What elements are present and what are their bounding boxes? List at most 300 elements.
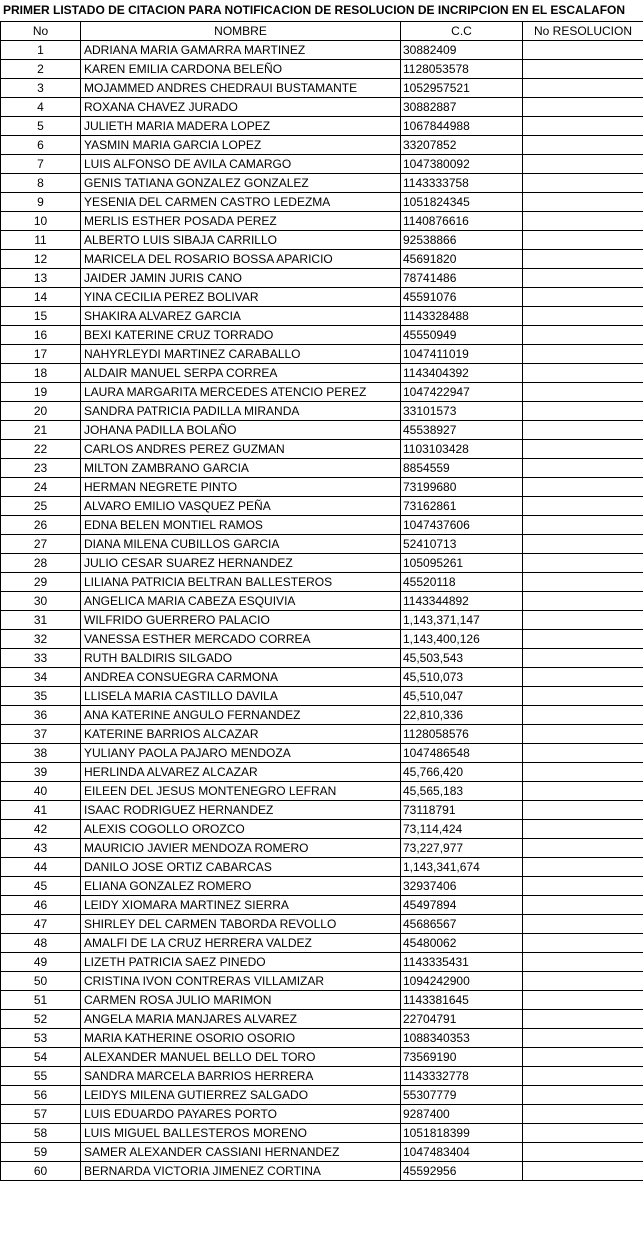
table-row (1, 725, 643, 744)
cell-resolucion[interactable] (523, 1162, 643, 1181)
cell-resolucion[interactable] (523, 687, 643, 706)
cell-cc[interactable]: 32937406 (401, 877, 523, 896)
cell-cc[interactable]: 1,143,371,147 (401, 611, 523, 630)
cell-no[interactable]: 45 (1, 877, 81, 896)
cell-cc[interactable]: 73,114,424 (401, 820, 523, 839)
cell-resolucion[interactable] (523, 326, 643, 345)
cell-nombre[interactable]: KAREN EMILIA CARDONA BELEÑO (81, 60, 401, 79)
cell-cc[interactable]: 22,810,336 (401, 706, 523, 725)
cell-no[interactable]: 59 (1, 1143, 81, 1162)
cell-cc[interactable]: 33101573 (401, 402, 523, 421)
cell-no[interactable]: 30 (1, 592, 81, 611)
header-no[interactable]: No (1, 22, 81, 41)
cell-resolucion[interactable] (523, 554, 643, 573)
cell-cc[interactable]: 9287400 (401, 1105, 523, 1124)
cell-nombre[interactable]: MOJAMMED ANDRES CHEDRAUI BUSTAMANTE (81, 79, 401, 98)
cell-no[interactable]: 48 (1, 934, 81, 953)
table-row (1, 212, 643, 231)
cell-nombre[interactable]: ALEXIS COGOLLO OROZCO (81, 820, 401, 839)
cell-resolucion[interactable] (523, 41, 643, 60)
cell-resolucion[interactable] (523, 1124, 643, 1143)
table-row (1, 877, 643, 896)
table-row (1, 1067, 643, 1086)
cell-cc[interactable]: 1047422947 (401, 383, 523, 402)
cell-resolucion[interactable] (523, 649, 643, 668)
cell-no[interactable]: 43 (1, 839, 81, 858)
cell-nombre[interactable]: LUIS MIGUEL BALLESTEROS MORENO (81, 1124, 401, 1143)
cell-nombre[interactable]: ANGELA MARIA MANJARES ALVAREZ (81, 1010, 401, 1029)
table-row (1, 763, 643, 782)
cell-resolucion[interactable] (523, 174, 643, 193)
cell-nombre[interactable]: BERNARDA VICTORIA JIMENEZ CORTINA (81, 1162, 401, 1181)
cell-nombre[interactable]: MERLIS ESTHER POSADA PEREZ (81, 212, 401, 231)
cell-cc[interactable]: 73162861 (401, 497, 523, 516)
table-row (1, 953, 643, 972)
cell-no[interactable]: 15 (1, 307, 81, 326)
cell-resolucion[interactable] (523, 820, 643, 839)
cell-cc[interactable]: 45497894 (401, 896, 523, 915)
cell-nombre[interactable]: MILTON ZAMBRANO GARCIA (81, 459, 401, 478)
cell-resolucion[interactable] (523, 915, 643, 934)
cell-no[interactable]: 31 (1, 611, 81, 630)
cell-no[interactable]: 4 (1, 98, 81, 117)
cell-cc[interactable]: 1067844988 (401, 117, 523, 136)
table-row (1, 364, 643, 383)
table-row (1, 554, 643, 573)
cell-nombre[interactable]: SAMER ALEXANDER CASSIANI HERNANDEZ (81, 1143, 401, 1162)
cell-resolucion[interactable] (523, 98, 643, 117)
cell-no[interactable]: 18 (1, 364, 81, 383)
cell-cc[interactable]: 30882409 (401, 41, 523, 60)
cell-resolucion[interactable] (523, 307, 643, 326)
cell-nombre[interactable]: CRISTINA IVON CONTRERAS VILLAMIZAR (81, 972, 401, 991)
cell-no[interactable]: 42 (1, 820, 81, 839)
table-row (1, 611, 643, 630)
cell-resolucion[interactable] (523, 1010, 643, 1029)
cell-nombre[interactable]: HERMAN NEGRETE PINTO (81, 478, 401, 497)
table-row (1, 402, 643, 421)
cell-resolucion[interactable] (523, 383, 643, 402)
table-row (1, 136, 643, 155)
cell-nombre[interactable]: AMALFI DE LA CRUZ HERRERA VALDEZ (81, 934, 401, 953)
cell-no[interactable]: 28 (1, 554, 81, 573)
cell-cc[interactable]: 1128058576 (401, 725, 523, 744)
cell-nombre[interactable]: EILEEN DEL JESUS MONTENEGRO LEFRAN (81, 782, 401, 801)
table-row (1, 155, 643, 174)
cell-nombre[interactable]: EDNA BELEN MONTIEL RAMOS (81, 516, 401, 535)
cell-cc[interactable]: 1,143,400,126 (401, 630, 523, 649)
cell-no[interactable]: 40 (1, 782, 81, 801)
cell-resolucion[interactable] (523, 858, 643, 877)
cell-resolucion[interactable] (523, 364, 643, 383)
cell-nombre[interactable]: KATERINE BARRIOS ALCAZAR (81, 725, 401, 744)
cell-resolucion[interactable] (523, 136, 643, 155)
table-row (1, 1105, 643, 1124)
cell-cc[interactable]: 1052957521 (401, 79, 523, 98)
cell-resolucion[interactable] (523, 801, 643, 820)
cell-no[interactable]: 46 (1, 896, 81, 915)
cell-cc[interactable]: 1143335431 (401, 953, 523, 972)
cell-nombre[interactable]: WILFRIDO GUERRERO PALACIO (81, 611, 401, 630)
cell-nombre[interactable]: BEXI KATERINE CRUZ TORRADO (81, 326, 401, 345)
cell-no[interactable]: 21 (1, 421, 81, 440)
cell-cc[interactable]: 92538866 (401, 231, 523, 250)
cell-no[interactable]: 38 (1, 744, 81, 763)
table-row (1, 1086, 643, 1105)
table-row (1, 79, 643, 98)
cell-nombre[interactable]: JOHANA PADILLA BOLAÑO (81, 421, 401, 440)
cell-nombre[interactable]: VANESSA ESTHER MERCADO CORREA (81, 630, 401, 649)
cell-cc[interactable]: 52410713 (401, 535, 523, 554)
cell-resolucion[interactable] (523, 1029, 643, 1048)
cell-cc[interactable]: 45550949 (401, 326, 523, 345)
cell-nombre[interactable]: ANDREA CONSUEGRA CARMONA (81, 668, 401, 687)
cell-no[interactable]: 50 (1, 972, 81, 991)
cell-resolucion[interactable] (523, 630, 643, 649)
cell-nombre[interactable]: NAHYRLEYDI MARTINEZ CARABALLO (81, 345, 401, 364)
cell-resolucion[interactable] (523, 1067, 643, 1086)
table-row (1, 858, 643, 877)
cell-cc[interactable]: 1140876616 (401, 212, 523, 231)
cell-resolucion[interactable] (523, 402, 643, 421)
table-row (1, 801, 643, 820)
cell-nombre[interactable]: LUIS EDUARDO PAYARES PORTO (81, 1105, 401, 1124)
cell-cc[interactable]: 1051824345 (401, 193, 523, 212)
cell-no[interactable]: 2 (1, 60, 81, 79)
table-row (1, 896, 643, 915)
header-resolucion[interactable]: No RESOLUCION (523, 22, 643, 41)
cell-resolucion[interactable] (523, 668, 643, 687)
table-row (1, 421, 643, 440)
cell-cc[interactable]: 73199680 (401, 478, 523, 497)
cell-no[interactable]: 29 (1, 573, 81, 592)
cell-no[interactable]: 3 (1, 79, 81, 98)
cell-cc[interactable]: 1,143,341,674 (401, 858, 523, 877)
cell-no[interactable]: 23 (1, 459, 81, 478)
cell-cc[interactable]: 1143332778 (401, 1067, 523, 1086)
table-row (1, 193, 643, 212)
cell-no[interactable]: 27 (1, 535, 81, 554)
cell-resolucion[interactable] (523, 440, 643, 459)
cell-nombre[interactable]: YASMIN MARIA GARCIA LOPEZ (81, 136, 401, 155)
table-row (1, 687, 643, 706)
cell-cc[interactable]: 1143381645 (401, 991, 523, 1010)
cell-cc[interactable]: 45,503,543 (401, 649, 523, 668)
table-row (1, 991, 643, 1010)
cell-no[interactable]: 56 (1, 1086, 81, 1105)
table-row (1, 1124, 643, 1143)
cell-resolucion[interactable] (523, 972, 643, 991)
cell-resolucion[interactable] (523, 1048, 643, 1067)
cell-resolucion[interactable] (523, 60, 643, 79)
cell-no[interactable]: 58 (1, 1124, 81, 1143)
cell-no[interactable]: 24 (1, 478, 81, 497)
cell-nombre[interactable]: ISAAC RODRIGUEZ HERNANDEZ (81, 801, 401, 820)
cell-no[interactable]: 26 (1, 516, 81, 535)
cell-resolucion[interactable] (523, 611, 643, 630)
cell-nombre[interactable]: DANILO JOSE ORTIZ CABARCAS (81, 858, 401, 877)
cell-nombre[interactable]: LUIS ALFONSO DE AVILA CAMARGO (81, 155, 401, 174)
cell-cc[interactable]: 45691820 (401, 250, 523, 269)
cell-cc[interactable]: 1094242900 (401, 972, 523, 991)
cell-no[interactable]: 11 (1, 231, 81, 250)
table-row (1, 592, 643, 611)
cell-cc[interactable]: 22704791 (401, 1010, 523, 1029)
cell-cc[interactable]: 1128053578 (401, 60, 523, 79)
table-row (1, 459, 643, 478)
sheet-title: PRIMER LISTADO DE CITACION PARA NOTIFICACION DE RESOLUCION DE INCRIPCION EN EL ESCALAFON (3, 3, 626, 17)
table-row (1, 269, 643, 288)
cell-no[interactable]: 25 (1, 497, 81, 516)
cell-nombre[interactable]: YINA CECILIA PEREZ BOLIVAR (81, 288, 401, 307)
table-row (1, 573, 643, 592)
cell-resolucion[interactable] (523, 155, 643, 174)
table-row (1, 630, 643, 649)
citation-table (0, 21, 643, 1181)
cell-nombre[interactable]: ELIANA GONZALEZ ROMERO (81, 877, 401, 896)
cell-resolucion[interactable] (523, 231, 643, 250)
cell-no[interactable]: 5 (1, 117, 81, 136)
table-row (1, 326, 643, 345)
cell-cc[interactable]: 8854559 (401, 459, 523, 478)
cell-resolucion[interactable] (523, 212, 643, 231)
cell-cc[interactable]: 1047483404 (401, 1143, 523, 1162)
cell-no[interactable]: 14 (1, 288, 81, 307)
cell-resolucion[interactable] (523, 953, 643, 972)
cell-no[interactable]: 49 (1, 953, 81, 972)
cell-no[interactable]: 22 (1, 440, 81, 459)
cell-resolucion[interactable] (523, 288, 643, 307)
cell-no[interactable]: 34 (1, 668, 81, 687)
cell-nombre[interactable]: LLISELA MARIA CASTILLO DAVILA (81, 687, 401, 706)
cell-no[interactable]: 7 (1, 155, 81, 174)
cell-nombre[interactable]: ALVARO EMILIO VASQUEZ PEÑA (81, 497, 401, 516)
cell-nombre[interactable]: LIZETH PATRICIA SAEZ PINEDO (81, 953, 401, 972)
cell-cc[interactable]: 45538927 (401, 421, 523, 440)
cell-resolucion[interactable] (523, 478, 643, 497)
cell-no[interactable]: 19 (1, 383, 81, 402)
cell-nombre[interactable]: ANA KATERINE ANGULO FERNANDEZ (81, 706, 401, 725)
cell-no[interactable]: 13 (1, 269, 81, 288)
cell-nombre[interactable]: GENIS TATIANA GONZALEZ GONZALEZ (81, 174, 401, 193)
table-row (1, 668, 643, 687)
cell-nombre[interactable]: ADRIANA MARIA GAMARRA MARTINEZ (81, 41, 401, 60)
cell-resolucion[interactable] (523, 117, 643, 136)
cell-nombre[interactable]: LAURA MARGARITA MERCEDES ATENCIO PEREZ (81, 383, 401, 402)
cell-resolucion[interactable] (523, 250, 643, 269)
cell-cc[interactable]: 1047380092 (401, 155, 523, 174)
table-row (1, 1143, 643, 1162)
cell-resolucion[interactable] (523, 1105, 643, 1124)
cell-no[interactable]: 9 (1, 193, 81, 212)
table-row (1, 345, 643, 364)
cell-no[interactable]: 60 (1, 1162, 81, 1181)
cell-nombre[interactable]: ALBERTO LUIS SIBAJA CARRILLO (81, 231, 401, 250)
cell-cc[interactable]: 1047437606 (401, 516, 523, 535)
cell-nombre[interactable]: ALDAIR MANUEL SERPA CORREA (81, 364, 401, 383)
table-body (1, 41, 643, 1181)
cell-nombre[interactable]: CARLOS ANDRES PEREZ GUZMAN (81, 440, 401, 459)
cell-resolucion[interactable] (523, 744, 643, 763)
cell-resolucion[interactable] (523, 896, 643, 915)
cell-cc[interactable]: 1143333758 (401, 174, 523, 193)
cell-cc[interactable]: 45686567 (401, 915, 523, 934)
cell-no[interactable]: 6 (1, 136, 81, 155)
cell-resolucion[interactable] (523, 345, 643, 364)
cell-nombre[interactable]: ALEXANDER MANUEL BELLO DEL TORO (81, 1048, 401, 1067)
table-row (1, 41, 643, 60)
cell-nombre[interactable]: DIANA MILENA CUBILLOS GARCIA (81, 535, 401, 554)
cell-nombre[interactable]: CARMEN ROSA JULIO MARIMON (81, 991, 401, 1010)
cell-cc[interactable]: 33207852 (401, 136, 523, 155)
cell-cc[interactable]: 45,510,047 (401, 687, 523, 706)
table-row (1, 478, 643, 497)
cell-nombre[interactable]: YULIANY PAOLA PAJARO MENDOZA (81, 744, 401, 763)
cell-nombre[interactable]: YESENIA DEL CARMEN CASTRO LEDEZMA (81, 193, 401, 212)
cell-nombre[interactable]: JULIETH MARIA MADERA LOPEZ (81, 117, 401, 136)
cell-resolucion[interactable] (523, 516, 643, 535)
cell-no[interactable]: 36 (1, 706, 81, 725)
cell-resolucion[interactable] (523, 592, 643, 611)
cell-resolucion[interactable] (523, 79, 643, 98)
cell-nombre[interactable]: JAIDER JAMIN JURIS CANO (81, 269, 401, 288)
table-row (1, 649, 643, 668)
cell-no[interactable]: 52 (1, 1010, 81, 1029)
cell-cc[interactable]: 45480062 (401, 934, 523, 953)
cell-cc[interactable]: 1047411019 (401, 345, 523, 364)
table-row (1, 307, 643, 326)
cell-cc[interactable]: 45,766,420 (401, 763, 523, 782)
cell-resolucion[interactable] (523, 1143, 643, 1162)
cell-no[interactable]: 10 (1, 212, 81, 231)
table-row (1, 1048, 643, 1067)
cell-cc[interactable]: 1051818399 (401, 1124, 523, 1143)
cell-no[interactable]: 16 (1, 326, 81, 345)
cell-cc[interactable]: 73118791 (401, 801, 523, 820)
cell-nombre[interactable]: SANDRA PATRICIA PADILLA MIRANDA (81, 402, 401, 421)
cell-cc[interactable]: 45,510,073 (401, 668, 523, 687)
table-row (1, 250, 643, 269)
cell-cc[interactable]: 78741486 (401, 269, 523, 288)
table-row (1, 972, 643, 991)
cell-cc[interactable]: 30882887 (401, 98, 523, 117)
cell-nombre[interactable]: LEIDYS MILENA GUTIERREZ SALGADO (81, 1086, 401, 1105)
table-row (1, 535, 643, 554)
cell-no[interactable]: 44 (1, 858, 81, 877)
cell-resolucion[interactable] (523, 934, 643, 953)
table-row (1, 782, 643, 801)
cell-no[interactable]: 54 (1, 1048, 81, 1067)
cell-nombre[interactable]: MARICELA DEL ROSARIO BOSSA APARICIO (81, 250, 401, 269)
table-row (1, 440, 643, 459)
table-row (1, 1010, 643, 1029)
cell-no[interactable]: 20 (1, 402, 81, 421)
cell-nombre[interactable]: SHIRLEY DEL CARMEN TABORDA REVOLLO (81, 915, 401, 934)
cell-resolucion[interactable] (523, 573, 643, 592)
cell-nombre[interactable]: LILIANA PATRICIA BELTRAN BALLESTEROS (81, 573, 401, 592)
cell-resolucion[interactable] (523, 877, 643, 896)
cell-resolucion[interactable] (523, 1086, 643, 1105)
header-cc[interactable]: C.C (401, 22, 523, 41)
cell-cc[interactable]: 73,227,977 (401, 839, 523, 858)
cell-nombre[interactable]: SHAKIRA ALVAREZ GARCIA (81, 307, 401, 326)
cell-nombre[interactable]: RUTH BALDIRIS SILGADO (81, 649, 401, 668)
cell-nombre[interactable]: JULIO CESAR SUAREZ HERNANDEZ (81, 554, 401, 573)
cell-no[interactable]: 55 (1, 1067, 81, 1086)
cell-nombre[interactable]: SANDRA MARCELA BARRIOS HERRERA (81, 1067, 401, 1086)
cell-resolucion[interactable] (523, 193, 643, 212)
table-row (1, 744, 643, 763)
cell-resolucion[interactable] (523, 782, 643, 801)
cell-cc[interactable]: 45592956 (401, 1162, 523, 1181)
cell-no[interactable]: 1 (1, 41, 81, 60)
cell-cc[interactable]: 45,565,183 (401, 782, 523, 801)
cell-resolucion[interactable] (523, 763, 643, 782)
cell-resolucion[interactable] (523, 839, 643, 858)
cell-resolucion[interactable] (523, 459, 643, 478)
cell-no[interactable]: 41 (1, 801, 81, 820)
cell-resolucion[interactable] (523, 725, 643, 744)
cell-no[interactable]: 51 (1, 991, 81, 1010)
cell-cc[interactable]: 1088340353 (401, 1029, 523, 1048)
cell-nombre[interactable]: LEIDY XIOMARA MARTINEZ SIERRA (81, 896, 401, 915)
table-row (1, 839, 643, 858)
cell-cc[interactable]: 1143328488 (401, 307, 523, 326)
table-row (1, 288, 643, 307)
cell-no[interactable]: 35 (1, 687, 81, 706)
cell-no[interactable]: 53 (1, 1029, 81, 1048)
cell-cc[interactable]: 1143404392 (401, 364, 523, 383)
cell-resolucion[interactable] (523, 535, 643, 554)
cell-cc[interactable]: 73569190 (401, 1048, 523, 1067)
cell-resolucion[interactable] (523, 497, 643, 516)
cell-resolucion[interactable] (523, 706, 643, 725)
table-row (1, 231, 643, 250)
cell-no[interactable]: 39 (1, 763, 81, 782)
table-row (1, 934, 643, 953)
cell-cc[interactable]: 1103103428 (401, 440, 523, 459)
header-row (1, 22, 643, 41)
cell-cc[interactable]: 45520118 (401, 573, 523, 592)
cell-no[interactable]: 17 (1, 345, 81, 364)
cell-cc[interactable]: 1143344892 (401, 592, 523, 611)
cell-nombre[interactable]: HERLINDA ALVAREZ ALCAZAR (81, 763, 401, 782)
cell-no[interactable]: 47 (1, 915, 81, 934)
cell-nombre[interactable]: ROXANA CHAVEZ JURADO (81, 98, 401, 117)
table-row (1, 60, 643, 79)
cell-cc[interactable]: 105095261 (401, 554, 523, 573)
cell-no[interactable]: 33 (1, 649, 81, 668)
cell-no[interactable]: 8 (1, 174, 81, 193)
table-row (1, 820, 643, 839)
cell-cc[interactable]: 55307779 (401, 1086, 523, 1105)
cell-no[interactable]: 12 (1, 250, 81, 269)
cell-nombre[interactable]: ANGELICA MARIA CABEZA ESQUIVIA (81, 592, 401, 611)
table-row (1, 117, 643, 136)
cell-resolucion[interactable] (523, 421, 643, 440)
cell-no[interactable]: 57 (1, 1105, 81, 1124)
cell-nombre[interactable]: MARIA KATHERINE OSORIO OSORIO (81, 1029, 401, 1048)
cell-cc[interactable]: 45591076 (401, 288, 523, 307)
header-nombre[interactable]: NOMBRE (81, 22, 401, 41)
cell-nombre[interactable]: MAURICIO JAVIER MENDOZA ROMERO (81, 839, 401, 858)
cell-resolucion[interactable] (523, 991, 643, 1010)
cell-no[interactable]: 37 (1, 725, 81, 744)
cell-resolucion[interactable] (523, 269, 643, 288)
cell-no[interactable]: 32 (1, 630, 81, 649)
cell-cc[interactable]: 1047486548 (401, 744, 523, 763)
table-row (1, 915, 643, 934)
